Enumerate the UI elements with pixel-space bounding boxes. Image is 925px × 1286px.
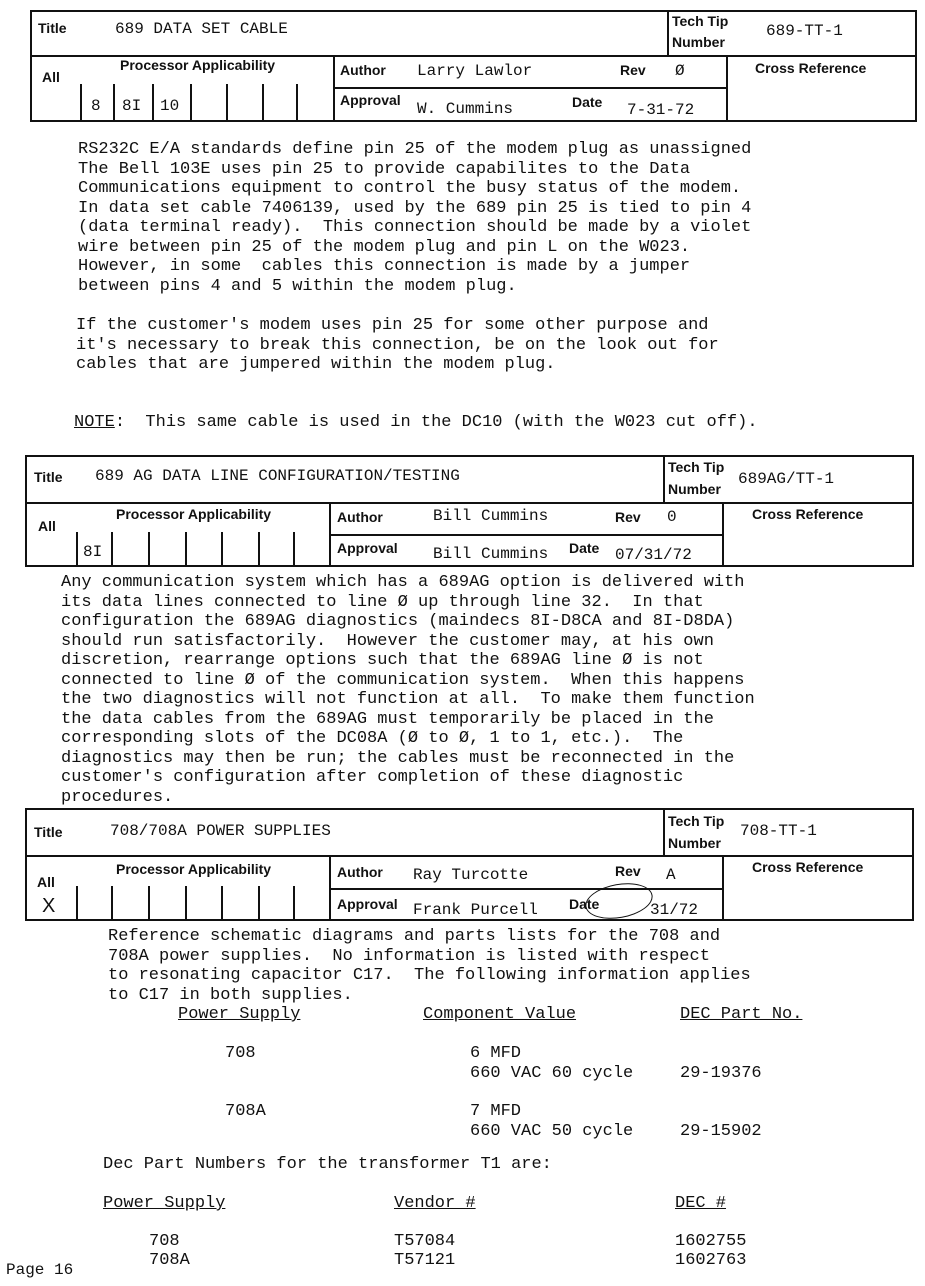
processor-applicability-label: Processor Applicability (116, 861, 272, 877)
table-header: Power Supply (103, 1194, 226, 1213)
rev-label: Rev (620, 62, 646, 78)
author-value: Larry Lawlor (417, 62, 533, 80)
divider (293, 886, 295, 920)
tip-title: 689 DATA SET CABLE (115, 20, 288, 38)
divider (25, 855, 914, 857)
divider (148, 886, 150, 920)
divider (221, 886, 223, 920)
tip1-paragraph: If the customer's modem uses pin 25 for some other purpose and it's necessary to break this connection, be on the look out for cables that are jumpered within the modem plug. (76, 316, 719, 374)
date-value: 31/72 (650, 901, 699, 919)
note-text: : This same cable is used in the DC10 (with the W023 cut off). (114, 413, 758, 432)
table-cell: T57121 (394, 1251, 456, 1270)
tip1-note (74, 413, 758, 433)
divider (329, 534, 724, 536)
divider (185, 532, 187, 566)
rev-value: 0 (667, 508, 677, 526)
date-value: 07/31/72 (615, 546, 692, 564)
divider (258, 886, 260, 920)
author-value: Ray Turcotte (413, 866, 529, 884)
divider (333, 55, 335, 122)
table-cell: 708A (225, 1102, 266, 1121)
divider (25, 502, 914, 504)
divider (152, 84, 154, 120)
table-cell: 6 MFD (470, 1044, 522, 1063)
tip2-paragraph: Any communication system which has a 689AG option is delivered with its data lines connected to line Ø up through line 32. In that configuration the 689AG diagnostics (maindecs 8I-D8CA and 8I-D8DA) should run satisfactorily. However the customer may, at his own discretion, rearrange options such that the 689AG line Ø is not connected to line Ø of the communication system. When this happens the two diagnostics will not function at all. To make them function the data cables from the 689AG must temporarily be placed in the corresponding slots of the DC08A (Ø to Ø, 1 to 1, etc.). The diagnostics may then be run; the cables must be reconnected in the customer's configuration after completion of these diagnostic procedures. (61, 573, 755, 807)
table-header: Component Value (423, 1005, 577, 1024)
table-header: DEC Part No. (680, 1005, 803, 1024)
processor-value: 10 (160, 97, 180, 115)
author-label: Author (340, 62, 386, 78)
table-cell: 29-19376 (680, 1064, 762, 1083)
tip-number: 689-TT-1 (766, 22, 843, 40)
divider (293, 532, 295, 566)
divider (190, 84, 192, 120)
divider (663, 808, 665, 857)
date-value: 7-31-72 (627, 101, 695, 119)
table-cell: 708 (225, 1044, 256, 1063)
all-label: All (38, 518, 56, 534)
tip-number: 708-TT-1 (740, 822, 817, 840)
date-label: Date (572, 94, 603, 110)
approval-value: Bill Cummins (433, 545, 549, 563)
number-label: Number (668, 835, 721, 851)
divider (148, 532, 150, 566)
divider (667, 10, 669, 57)
rev-label: Rev (615, 863, 641, 879)
tech-tip-label: Tech Tip (668, 459, 725, 475)
table-cell: 1602763 (675, 1251, 747, 1270)
divider (113, 84, 115, 120)
rev-value: A (666, 866, 676, 884)
table-cell: 660 VAC 60 cycle (470, 1064, 634, 1083)
processor-value: 8I (122, 97, 142, 115)
approval-value: W. Cummins (417, 100, 514, 118)
table-cell: 708 (149, 1232, 180, 1251)
all-label: All (37, 874, 55, 890)
divider (111, 532, 113, 566)
divider (333, 87, 728, 89)
approval-value: Frank Purcell (413, 901, 538, 919)
tip3-paragraph: Reference schematic diagrams and parts lists for the 708 and 708A power supplies. No information is listed with respect to resonating capacitor C17. The following information applies to C17 in both supplies. (108, 927, 751, 1005)
all-checkmark: X (42, 895, 56, 917)
date-label: Date (569, 540, 600, 556)
tech-tip-label: Tech Tip (668, 813, 725, 829)
table-cell: 660 VAC 50 cycle (470, 1122, 634, 1141)
divider (258, 532, 260, 566)
table-header: Power Supply (178, 1005, 301, 1024)
page-number: Page 16 (6, 1261, 74, 1279)
author-value: Bill Cummins (433, 507, 549, 525)
divider (111, 886, 113, 920)
divider (226, 84, 228, 120)
divider (262, 84, 264, 120)
title-label: Title (38, 20, 67, 36)
divider (726, 55, 728, 122)
cross-reference-label: Cross Reference (755, 60, 867, 76)
title-label: Title (34, 824, 63, 840)
divider (663, 455, 665, 504)
author-label: Author (337, 864, 383, 880)
tip-number: 689AG/TT-1 (738, 470, 835, 488)
tip1-paragraph: RS232C E/A standards define pin 25 of the modem plug as unassigned The Bell 103E uses pin 25 to provide capabilites to the Data Communications equipment to control the busy status of the modem. In data set cable 7406139, used by the 689 pin 25 is tied to pin 4 (data terminal ready). This connection should be made by a violet wire between pin 25 of the modem plug and pin L on the W023. However, in some cables this connection is made by a jumper between pins 4 and 5 within the modem plug. (78, 140, 752, 296)
title-label: Title (34, 469, 63, 485)
approval-label: Approval (340, 92, 401, 108)
cross-reference-label: Cross Reference (752, 506, 864, 522)
processor-value: 8 (91, 97, 101, 115)
divider (80, 84, 82, 120)
processor-applicability-label: Processor Applicability (120, 57, 276, 73)
table-cell: 1602755 (675, 1232, 747, 1251)
author-label: Author (337, 509, 383, 525)
table-header: Vendor # (394, 1194, 476, 1213)
all-label: All (42, 69, 60, 85)
table-cell: 708A (149, 1251, 190, 1270)
divider (329, 888, 724, 890)
table-cell: 29-15902 (680, 1122, 762, 1141)
number-label: Number (668, 481, 721, 497)
approval-label: Approval (337, 896, 398, 912)
rev-value: Ø (675, 62, 685, 80)
divider (221, 532, 223, 566)
transformer-intro: Dec Part Numbers for the transformer T1 are: (103, 1155, 552, 1174)
divider (76, 886, 78, 920)
cross-reference-label: Cross Reference (752, 859, 864, 875)
approval-label: Approval (337, 540, 398, 556)
divider (76, 532, 78, 566)
processor-applicability-label: Processor Applicability (116, 506, 272, 522)
number-label: Number (672, 34, 725, 50)
table-cell: T57084 (394, 1232, 456, 1251)
table-header: DEC # (675, 1194, 727, 1213)
divider (185, 886, 187, 920)
date-label: Date (569, 896, 600, 912)
note-label: NOTE (74, 413, 115, 432)
tip-title: 708/708A POWER SUPPLIES (110, 822, 331, 840)
divider (296, 84, 298, 120)
tip-title: 689 AG DATA LINE CONFIGURATION/TESTING (95, 467, 460, 485)
tech-tip-label: Tech Tip (672, 13, 729, 29)
rev-label: Rev (615, 509, 641, 525)
table-cell: 7 MFD (470, 1102, 522, 1121)
processor-value: 8I (83, 543, 103, 561)
